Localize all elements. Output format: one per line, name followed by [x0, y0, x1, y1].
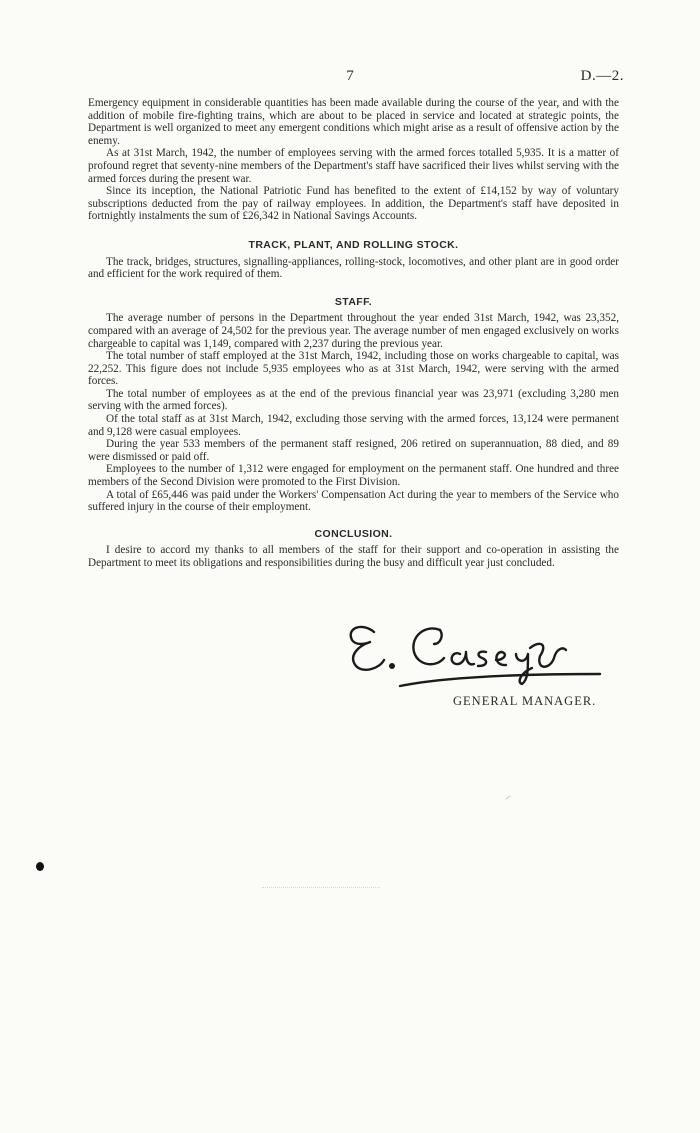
paragraph-staff-engaged: Employees to the number of 1,312 were engaged for employment on the permanent staff. One hundred and three members of the Second Division were promoted to the First Division.	[88, 463, 619, 489]
paragraph-staff-previous: The total number of employees as at the end of the previous financial year was 23,971 (excluding 3,280 men serving with the armed forces).	[88, 387, 619, 413]
paragraph-staff-permanent: Of the total staff as at 31st March, 1942, excluding those serving with the armed forces, 13,124 were permanent and 9,128 were casual employees.	[88, 413, 619, 438]
paragraph-staff-total: The total number of staff employed at the 31st March, 1942, including those on works chargeable to capital, was 22,252. This figure does not include 5,935 employees who as at 31st March, 1942, were serving with the armed forces.	[88, 350, 619, 388]
ink-blot	[36, 862, 44, 871]
faint-mark	[505, 795, 510, 800]
document-reference: D.—2.	[580, 68, 624, 84]
handwritten-signature	[340, 610, 640, 690]
report-body	[88, 97, 619, 570]
section-heading-conclusion: CONCLUSION.	[314, 527, 393, 540]
paragraph-patriotic-fund: Since its inception, the National Patriotic Fund has benefited to the extent of £14,152 by way of voluntary subscriptions deducted from the pay of railway employees. In addition, the Department's staff have deposited in fortnightly instalments the sum of £26,342 in National Savings Accounts.	[88, 185, 619, 223]
paragraph-staff-average: The average number of persons in the Department throughout the year ended 31st March, 1942, was 23,352, compared with an average of 24,502 for the previous year. The average number of men engaged exclusively on works chargeable to capital was 1,149, compared with 2,237 during the previous year.	[88, 312, 619, 350]
signatory-title: GENERAL MANAGER.	[453, 694, 597, 708]
section-heading-staff: STAFF.	[334, 295, 373, 308]
page-number: 7	[346, 68, 354, 84]
paragraph-armed-forces: As at 31st March, 1942, the number of employees serving with the armed forces totalled 5,935. It is a matter of profound regret that seventy-nine members of the Department's staff have sacrificed their lives whilst serving with the armed forces during the present war.	[88, 147, 619, 185]
faint-dotted-rule	[262, 887, 380, 888]
section-heading-track: TRACK, PLANT, AND ROLLING STOCK.	[248, 238, 459, 251]
paragraph-staff-resigned: During the year 533 members of the permanent staff resigned, 206 retired on superannuation, 88 died, and 89 were dismissed or paid off.	[88, 438, 619, 463]
paragraph-emergency-equipment: Emergency equipment in considerable quantities has been made available during the course of the year, and with the addition of mobile fire-fighting trains, which are about to be placed in service and located at strategic points, the Department is well organized to meet any emergent conditions which might arise as a result of offensive action by the enemy.	[88, 97, 619, 147]
paragraph-conclusion: I desire to accord my thanks to all members of the staff for their support and co-operation in assisting the Department to meet its obligations and responsibilities during the busy and difficult year just concluded.	[88, 544, 619, 569]
paragraph-staff-compensation: A total of £65,446 was paid under the Workers' Compensation Act during the year to members of the Service who suffered injury in the course of their employment.	[88, 488, 619, 514]
paragraph-track: The track, bridges, structures, signalling-appliances, rolling-stock, locomotives, and other plant are in good order and efficient for the work required of them.	[88, 255, 619, 281]
